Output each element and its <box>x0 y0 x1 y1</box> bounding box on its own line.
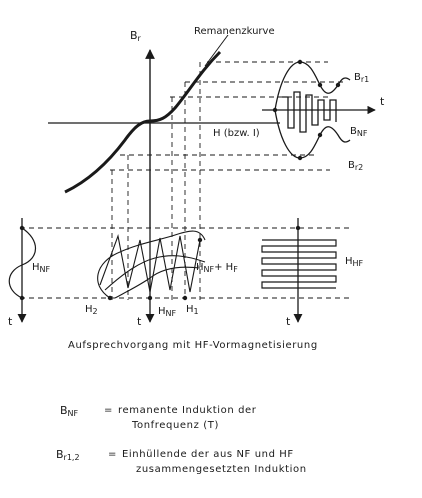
hf-signal <box>262 240 336 288</box>
modulated-signal <box>98 231 205 298</box>
legend-text-bnf-2: Tonfrequenz (T) <box>132 420 219 431</box>
remanence-curve-label: Remanenzkurve <box>194 26 275 37</box>
hnf-bottom-label: $H_{NF}$ <box>158 306 177 318</box>
h-axis-label: H (bzw. I) <box>213 128 260 139</box>
legend-eq-bnf: = <box>104 405 113 416</box>
t-label-top: t <box>380 95 385 108</box>
legend-text-br12-1: Einhüllende der aus NF und HF <box>122 449 294 460</box>
br2-label: $B_{r2}$ <box>348 160 364 172</box>
t-label-left: t <box>8 315 13 328</box>
remanence-leader <box>205 35 228 66</box>
br-axis-label: $B_r$ <box>130 29 141 43</box>
legend-text-bnf-1: remanente Induktion der <box>118 405 257 416</box>
legend-symbol-bnf: $B_{NF}$ <box>60 404 79 418</box>
hnf-plus-hf-label: $H_{NF}+ H_F$ <box>196 262 238 274</box>
figure-caption: Aufsprechvorgang mit HF-Vormagnetisierung <box>68 340 318 351</box>
remanence-curve <box>65 52 220 192</box>
h1-label: $H_1$ <box>186 304 199 316</box>
bnf-top-label: $B_{NF}$ <box>350 126 368 138</box>
hhf-label: $H_{HF}$ <box>345 256 364 268</box>
legend-text-br12-2: zusammengesetzten Induktion <box>136 464 307 475</box>
h2-label: $H_2$ <box>85 304 98 316</box>
t-label-right: t <box>286 315 291 328</box>
legend-symbol-br12: $B_{r1,2}$ <box>56 448 80 462</box>
t-label-mid: t <box>137 315 142 328</box>
legend-eq-br12: = <box>108 449 117 460</box>
hnf-left-label: $H_{NF}$ <box>32 262 51 274</box>
modulation-points <box>108 238 202 300</box>
br1-label: $B_{r1}$ <box>354 72 370 84</box>
